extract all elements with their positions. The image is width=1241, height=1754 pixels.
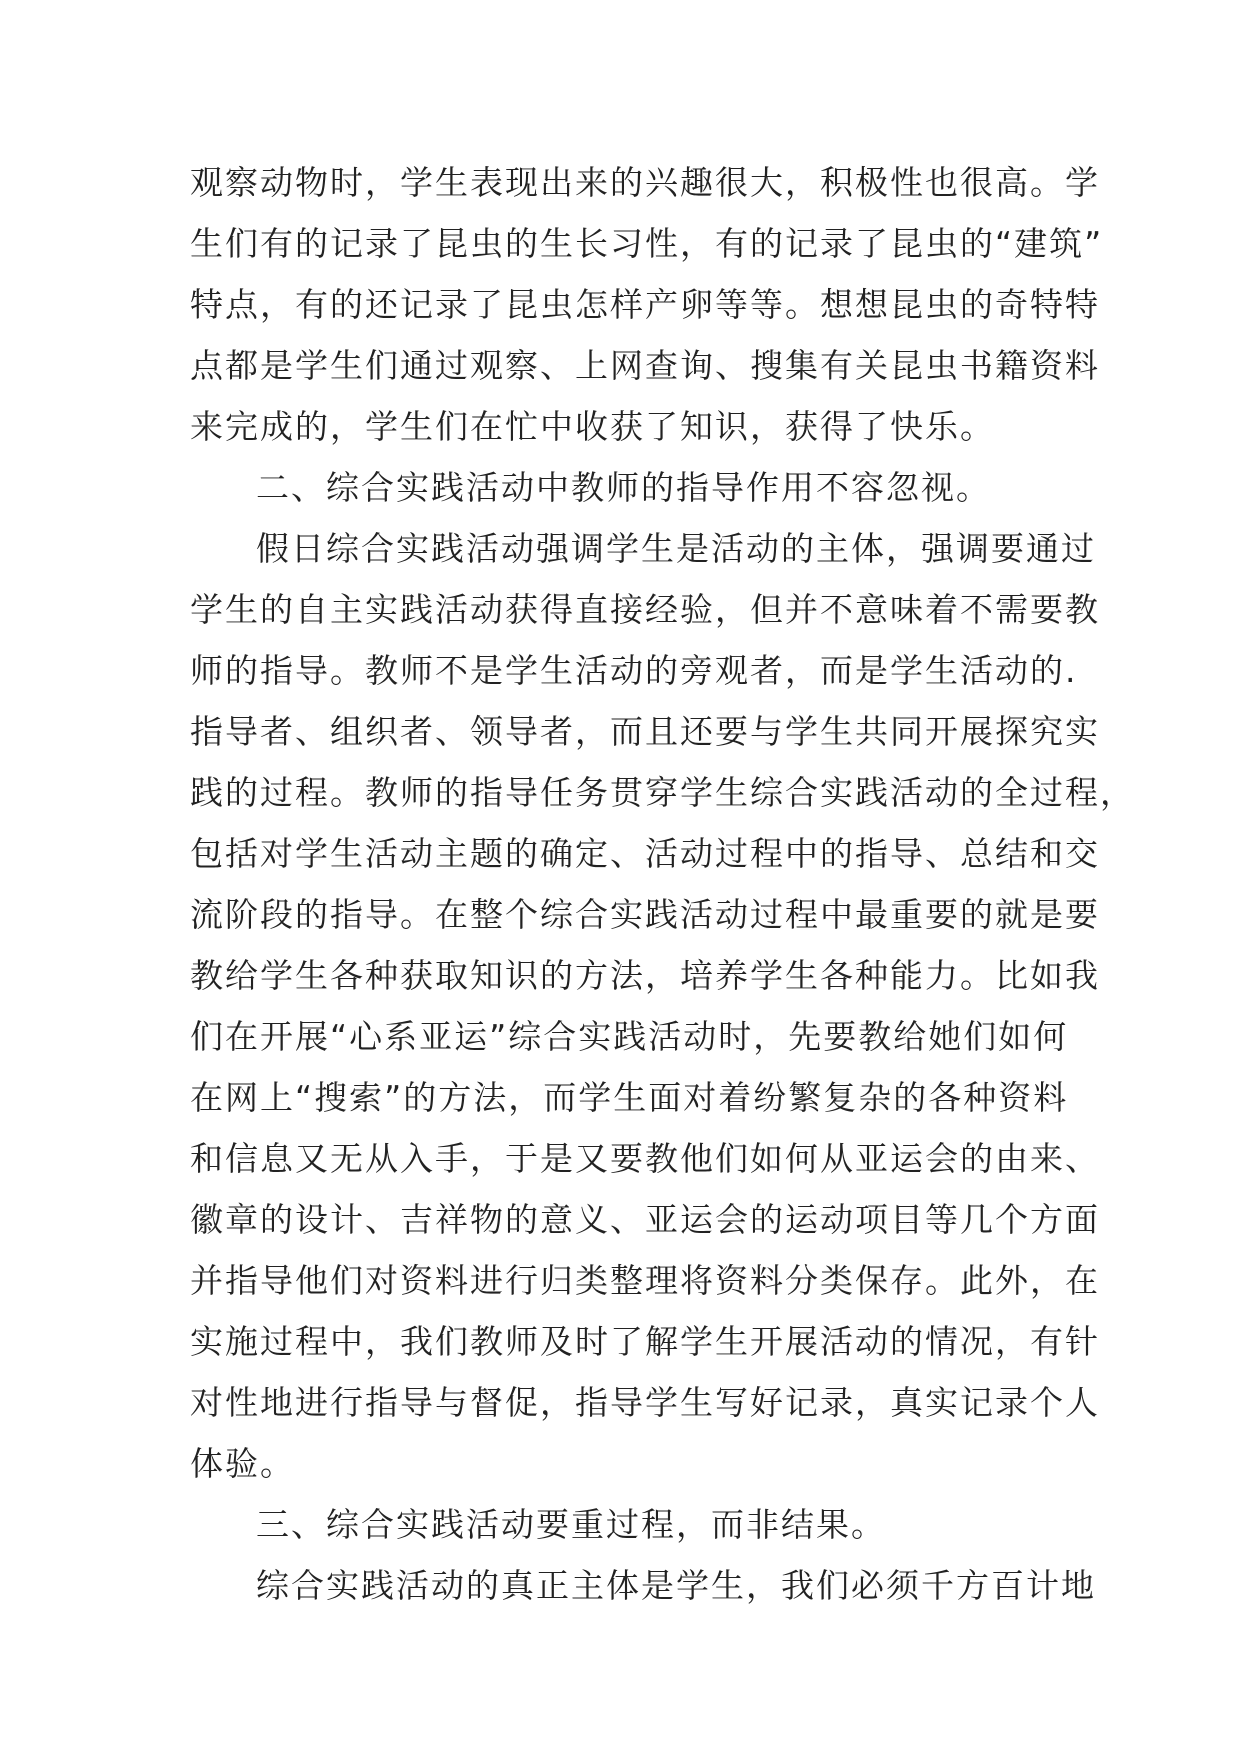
- body-text: [190, 152, 1135, 1616]
- text-line: 实施过程中，我们教师及时了解学生开展活动的情况，有针: [190, 1322, 1100, 1361]
- text-line: 并指导他们对资料进行归类整理将资料分类保存。此外，在: [190, 1261, 1100, 1300]
- text-line: 对性地进行指导与督促，指导学生写好记录，真实记录个人: [190, 1383, 1100, 1422]
- text-line: 学生的自主实践活动获得直接经验，但并不意味着不需要教: [190, 590, 1100, 629]
- text-line: 指导者、组织者、领导者，而且还要与学生共同开展探究实: [190, 712, 1100, 751]
- text-line: 师的指导。教师不是学生活动的旁观者，而是学生活动的.: [190, 651, 1078, 690]
- text-line: 生们有的记录了昆虫的生长习性，有的记录了昆虫的“建筑”: [190, 224, 1104, 263]
- text-line: 在网上“搜索”的方法，而学生面对着纷繁复杂的各种资料: [190, 1078, 1069, 1117]
- section-heading: 二、综合实践活动中教师的指导作用不容忽视。: [256, 468, 991, 507]
- text-line: 流阶段的指导。在整个综合实践活动过程中最重要的就是要: [190, 895, 1100, 934]
- text-line: 和信息又无从入手，于是又要教他们如何从亚运会的由来、: [190, 1139, 1100, 1178]
- text-line: 们在开展“心系亚运”综合实践活动时，先要教给她们如何: [190, 1017, 1069, 1056]
- paragraph-start-line: 综合实践活动的真正主体是学生，我们必须千方百计地: [256, 1566, 1096, 1605]
- text-line: 点都是学生们通过观察、上网查询、搜集有关昆虫书籍资料: [190, 346, 1100, 385]
- section-heading: 三、综合实践活动要重过程，而非结果。: [256, 1505, 886, 1544]
- text-line: 观察动物时，学生表现出来的兴趣很大，积极性也很高。学: [190, 163, 1100, 202]
- text-line: 体验。: [190, 1444, 295, 1483]
- text-line: 践的过程。教师的指导任务贯穿学生综合实践活动的全过程，: [190, 773, 1135, 812]
- text-line: 来完成的，学生们在忙中收获了知识，获得了快乐。: [190, 407, 995, 446]
- text-line: 教给学生各种获取知识的方法，培养学生各种能力。比如我: [190, 956, 1100, 995]
- text-line: 包括对学生活动主题的确定、活动过程中的指导、总结和交: [190, 834, 1100, 873]
- text-line: 特点，有的还记录了昆虫怎样产卵等等。想想昆虫的奇特特: [190, 285, 1100, 324]
- text-line: 徽章的设计、吉祥物的意义、亚运会的运动项目等几个方面: [190, 1200, 1100, 1239]
- paragraph-start-line: 假日综合实践活动强调学生是活动的主体，强调要通过: [256, 529, 1096, 568]
